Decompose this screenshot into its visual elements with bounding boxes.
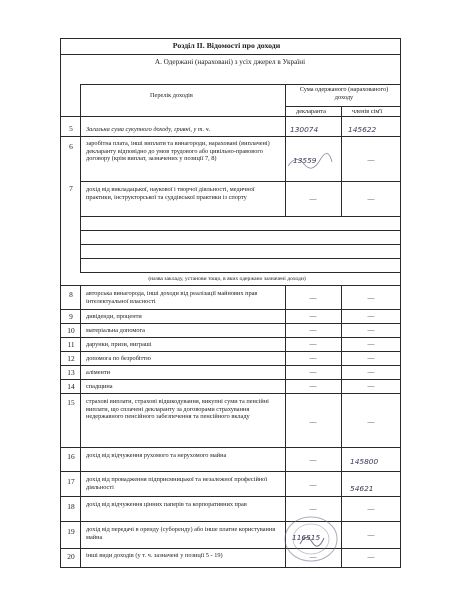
row-number: 11 xyxy=(67,340,75,349)
row-rule xyxy=(60,309,401,310)
family-value: 145622 xyxy=(348,125,377,134)
declarant-value: — xyxy=(309,294,317,302)
header-sub-rule xyxy=(285,106,401,107)
row-rule xyxy=(60,323,401,324)
row-rule xyxy=(60,365,401,366)
row6-rule xyxy=(80,181,401,182)
header-declarant: декларанта xyxy=(296,108,326,115)
row-number: 16 xyxy=(67,452,75,461)
row-text: Загальна сума сукупного доходу, гривні, у т. ч. xyxy=(86,126,211,133)
family-value: — xyxy=(367,354,375,362)
family-value: — xyxy=(367,326,375,334)
row-text: дохід від передачі в оренду (суборенду) або інше платне користування майна xyxy=(86,526,276,541)
row-text: інші види доходів (у т. ч. зазначені у позиції 5 - 19) xyxy=(86,552,223,559)
declarant-value: — xyxy=(309,418,317,426)
row-rule xyxy=(60,337,401,338)
row-number: 5 xyxy=(69,124,73,133)
row-number: 9 xyxy=(69,312,73,321)
row7-rule xyxy=(80,216,401,217)
family-value: — xyxy=(367,156,375,164)
blank-rule-4 xyxy=(80,272,401,273)
row-rule xyxy=(60,521,401,522)
declarant-value: — xyxy=(309,195,317,203)
row-number: 10 xyxy=(67,326,75,335)
declarant-value: — xyxy=(309,340,317,348)
header-family: членів сім'ї xyxy=(352,108,383,115)
family-value: — xyxy=(367,505,375,513)
frame-top xyxy=(60,38,401,39)
declarant-value: — xyxy=(309,368,317,376)
declarant-value: — xyxy=(309,382,317,390)
col-sep-num-bottom xyxy=(80,285,81,567)
header-bottom-rule xyxy=(60,116,401,117)
header-income-list: Перелік доходів xyxy=(150,92,193,99)
row-number: 20 xyxy=(67,552,75,561)
row-number: 14 xyxy=(67,382,75,391)
row-number: 12 xyxy=(67,354,75,363)
declarant-value: — xyxy=(309,456,317,464)
section-title: Розділ II. Відомості про доходи xyxy=(172,41,281,50)
official-stamp-icon xyxy=(282,514,340,564)
row-rule xyxy=(60,496,401,497)
declarant-value: — xyxy=(309,553,317,561)
col-sep-amount-bottom xyxy=(341,285,342,567)
row-number: 7 xyxy=(69,184,73,193)
declarant-value: — xyxy=(309,505,317,513)
family-value: — xyxy=(367,531,375,539)
row-text: спадщина xyxy=(86,383,113,390)
row-rule xyxy=(60,351,401,352)
header-amount: Сума одержаного (нарахованого) доходу xyxy=(299,86,389,101)
declarant-value: — xyxy=(309,326,317,334)
row-text: дохід від викладацької, наукової і творчої діяльності, медичної практики, інструкторської та суддівської практики із спорту xyxy=(86,186,255,201)
family-value: — xyxy=(367,382,375,390)
row-text: авторська винагорода, інші доходи від реалізації майнових прав інтелектуальної власності xyxy=(86,290,258,305)
note-rule xyxy=(60,285,401,286)
row-number: 8 xyxy=(69,290,73,299)
row-rule xyxy=(60,379,401,380)
declarant-value: — xyxy=(309,354,317,362)
row-text: страхові виплати, страхові відшкодування, викупні суми та пенсійні виплати, що сплачені декларанту за договорами страхування недержавного пенсійного забезпечення та пенсійного вкладу xyxy=(86,398,269,421)
family-value: 145800 xyxy=(350,457,379,466)
row-number: 17 xyxy=(67,477,75,486)
row-rule xyxy=(60,471,401,472)
frame-right xyxy=(400,38,401,568)
row-rule xyxy=(60,548,401,549)
institution-note: (назва закладу, установи тощо, в яких одержано зазначені доходи) xyxy=(148,276,306,282)
handwriting-mark-icon xyxy=(286,150,334,172)
row-text: дохід від відчуження рухомого та нерухомого майна xyxy=(86,452,227,459)
frame-bottom xyxy=(60,567,401,568)
declarant-value: 130074 xyxy=(290,125,319,134)
family-value: — xyxy=(367,312,375,320)
row-text: матеріальна допомога xyxy=(86,327,145,334)
blank-rule-3 xyxy=(80,258,401,259)
declarant-value: 116515 xyxy=(292,533,321,542)
family-value: 54621 xyxy=(350,484,374,493)
declarant-value: 13559 xyxy=(293,156,317,165)
row-text: заробітна плата, інші виплати та винагороди, нараховані (виплачені) декларанту відповідно до умов трудового або цивільно-правового договору (крім виплат, зазначених у позиції 7, 8) xyxy=(86,140,270,163)
family-value: — xyxy=(367,418,375,426)
header-top-rule xyxy=(80,84,401,85)
row-number: 19 xyxy=(67,527,75,536)
row-number: 18 xyxy=(67,502,75,511)
row-text: дохід від відчуження цінних паперів та корпоративних прав xyxy=(86,501,247,508)
row5-rule xyxy=(60,136,401,137)
row-number: 15 xyxy=(67,398,75,407)
row-text: аліменти xyxy=(86,369,111,376)
row-rule xyxy=(60,447,401,448)
blank-rule-1 xyxy=(80,230,401,231)
row-text: дарунки, призи, виграші xyxy=(86,341,152,348)
col-sep-amount-top xyxy=(341,106,342,216)
family-value: — xyxy=(367,553,375,561)
declarant-value: — xyxy=(309,481,317,489)
row-text: дивіденди, проценти xyxy=(86,313,142,320)
declarant-value: — xyxy=(309,312,317,320)
row-text: дохід від провадження підприємницької та незалежної професійної діяльності xyxy=(86,476,268,491)
frame-left xyxy=(60,38,61,568)
title-rule xyxy=(60,54,401,55)
family-value: — xyxy=(367,340,375,348)
row-text: допомога по безробіттю xyxy=(86,355,151,362)
family-value: — xyxy=(367,368,375,376)
row-number: 13 xyxy=(67,368,75,377)
subsection-title: А. Одержані (нараховані) з усіх джерел в Україні xyxy=(154,58,306,66)
family-value: — xyxy=(367,294,375,302)
family-value: — xyxy=(367,195,375,203)
row-rule xyxy=(60,393,401,394)
row-number: 6 xyxy=(69,142,73,151)
blank-rule-2 xyxy=(80,244,401,245)
